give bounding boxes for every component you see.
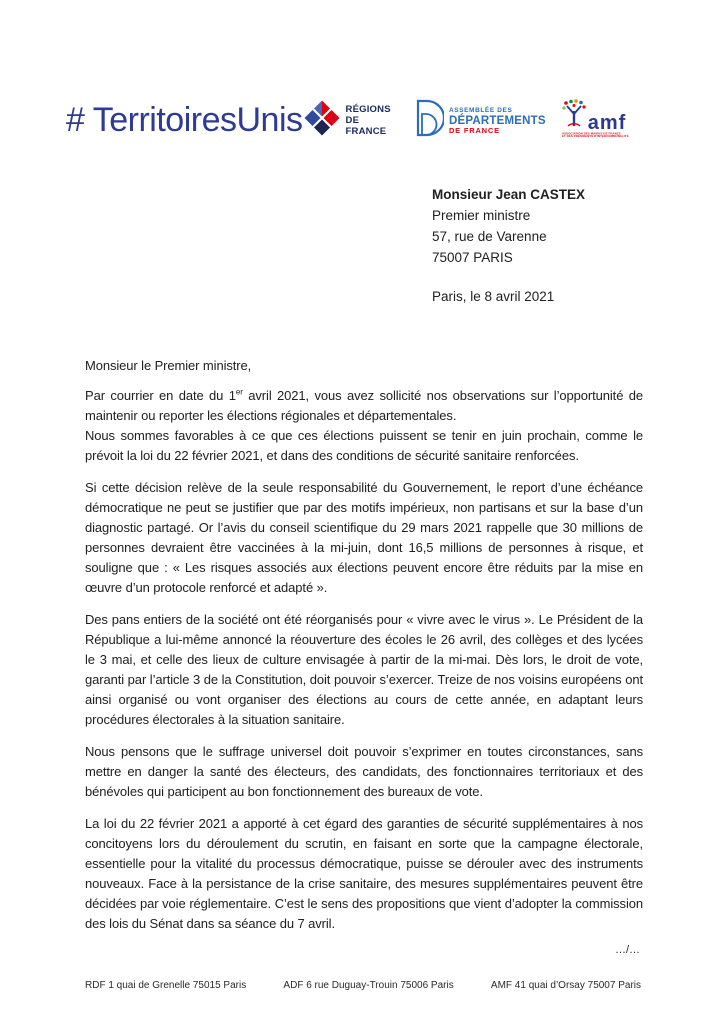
dateline: Paris, le 8 avril 2021	[432, 289, 555, 304]
regions-de-france-logo	[303, 99, 398, 142]
continuation-mark: …/…	[614, 944, 640, 956]
paragraph-5: La loi du 22 février 2021 a apporté à cet égard des garanties de sécurité supplémentaires à nos concitoyens lors du déroulement du scrutin, en faisant en sorte que la campagne électorale, essentielle pour la vitalité du processus démocratique, puisse se dérouler avec des instruments nouveaux. Face à la persistance de la crise sanitaire, des mesures supplémentaires peuvent être décidées par voie réglementaire. C’est le sens des propositions que vient d’adopter la commission des lois du Sénat dans sa séance du 7 avril.	[85, 816, 643, 931]
regions-de-france-diamond-icon	[303, 99, 341, 142]
adf-label: ASSEMBLÉE DES DÉPARTEMENTS DE FRANCE	[448, 106, 546, 135]
paragraph-1-sentence-2: Nous sommes favorables à ce que ces élections puissent se tenir en juin prochain, comme le prévoit la loi du 22 février 2021, et dans des conditions de sécurité sanitaire renforcées.	[85, 428, 643, 463]
salutation: Monsieur le Premier ministre,	[85, 358, 252, 373]
amf-wordmark: amf	[587, 112, 627, 134]
amf-tree-icon	[562, 99, 586, 132]
recipient-block	[432, 184, 585, 268]
recipient-address-line2: 75007 PARIS	[432, 250, 513, 265]
paragraph-3: Des pans entiers de la société ont été réorganisés pour « vivre avec le virus ». Le Président de la République a lui-même annoncé la réouverture des écoles le 26 avril, des collèges et des lycées le 3 mai, et celle des lieux de culture envisagée à partir de la mi-mai. Dès lors, le droit de vote, garanti par l’article 3 de la Constitution, doit pouvoir s’exercer. Treize de nos voisins européens ont ainsi organisé ou vont organiser des élections au cours de cette année, en adaptant leurs procédures électorales à la situation sanitaire.	[85, 612, 643, 727]
paragraph-4: Nous pensons que le suffrage universel doit pouvoir s’exprimer en toutes circonstances, sans mettre en danger la santé des électeurs, des candidats, des fonctionnaires territoriaux et des bénévoles qui participent au bon fonctionnement des bureaux de vote.	[85, 744, 643, 799]
footer-rdf-address: RDF 1 quai de Grenelle 75015 Paris	[85, 980, 247, 991]
paragraph-1-sentence-1: Par courrier en date du 1er avril 2021, vous avez sollicité nos observations sur l’opportunité de maintenir ou reporter les élections régionales et départementales.	[85, 387, 644, 423]
territoires-unis-wordmark: # TerritoiresUnis	[66, 101, 303, 139]
ordinal-superscript: er	[235, 387, 243, 397]
amf-logo	[562, 99, 690, 142]
adf-logo	[414, 98, 546, 143]
footer-amf-address: AMF 41 quai d’Orsay 75007 Paris	[490, 980, 641, 991]
letterhead	[66, 98, 690, 143]
paragraph-1	[85, 386, 643, 466]
amf-tagline: ASSOCIATION DES MAIRES DE FRANCE ET DES PRÉSIDENTS D'INTERCOMMUNALITÉ	[561, 132, 629, 138]
footer-adf-address: ADF 6 rue Duguay-Trouin 75006 Paris	[283, 980, 454, 991]
letter-body	[85, 356, 643, 934]
footer-addresses	[85, 980, 641, 991]
regions-de-france-label: RÉGIONS DE FRANCE	[345, 104, 391, 137]
paragraph-2: Si cette décision relève de la seule responsabilité du Gouvernement, le report d’une échéance démocratique ne peut se justifier que par des motifs impérieux, non partisans et sur la base d’un diagnostic partagé. Or l’avis du conseil scientifique du 29 mars 2021 rappelle que 30 millions de personnes devraient être vaccinées à la mi-juin, dont 16,5 millions de personnes à risque, et souligne que : « Les risques associés aux élections peuvent encore être réduits par la mise en œuvre d’un protocole renforcé et adapté ».	[85, 480, 643, 595]
recipient-name: Monsieur Jean CASTEX	[432, 187, 586, 202]
recipient-address-line1: 57, rue de Varenne	[432, 229, 547, 244]
recipient-title: Premier ministre	[432, 208, 531, 223]
adf-double-d-icon	[414, 98, 444, 143]
partner-logos	[303, 98, 690, 143]
